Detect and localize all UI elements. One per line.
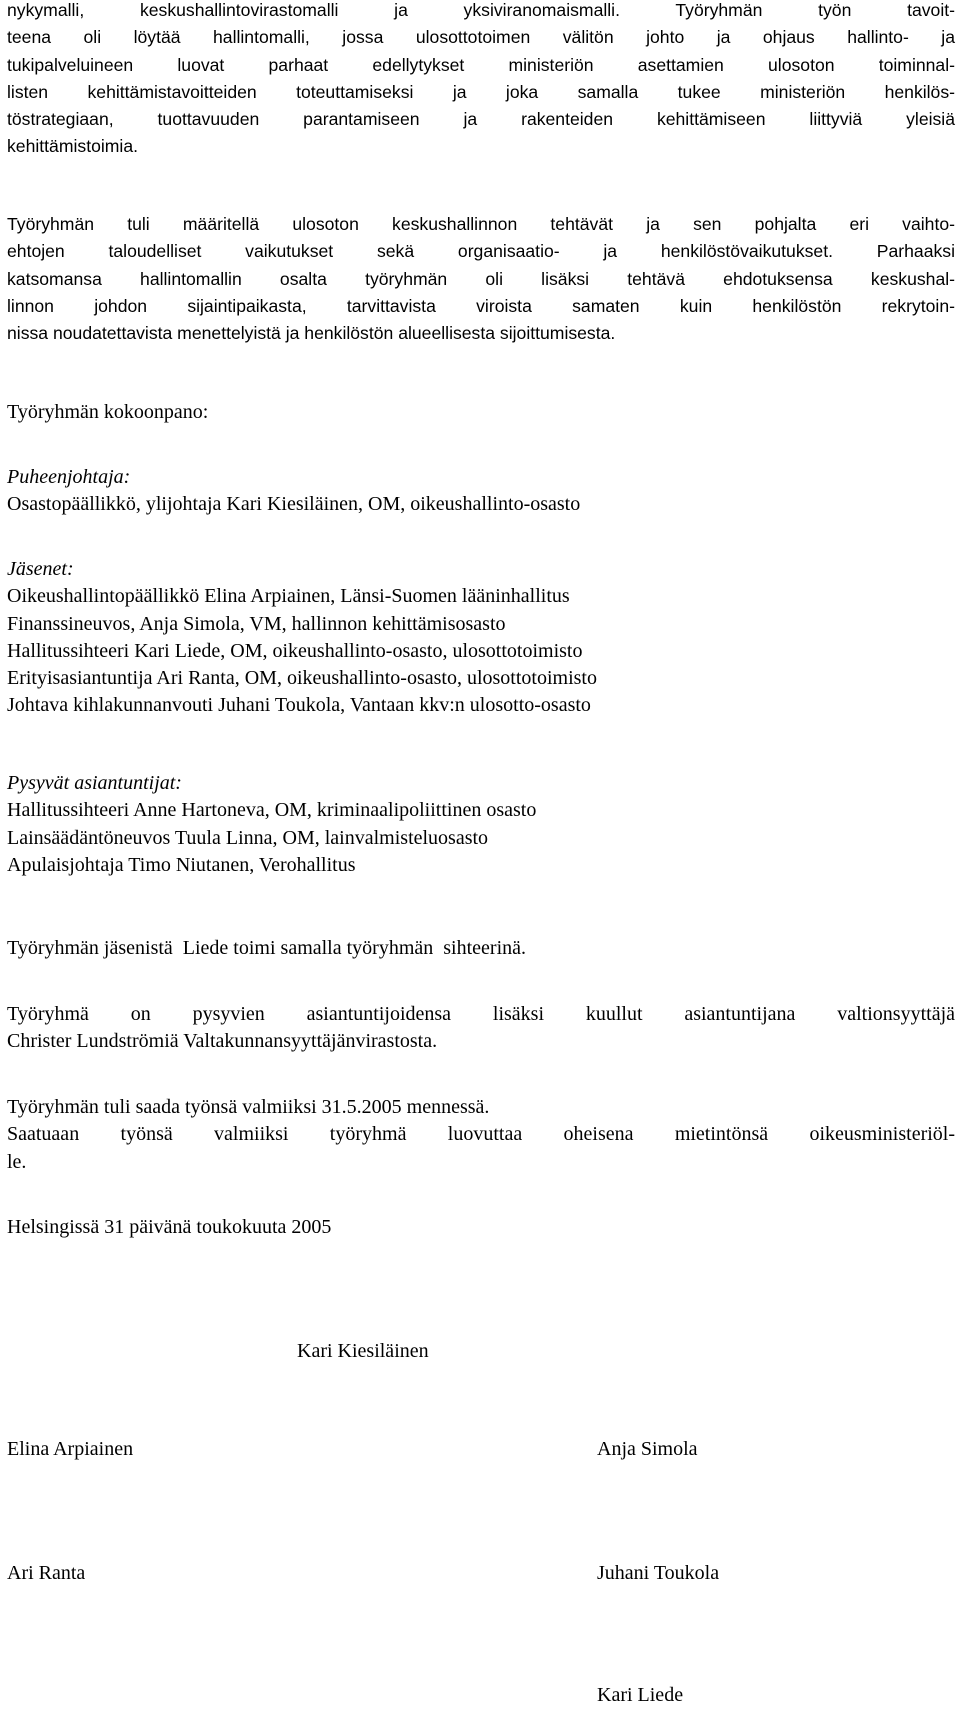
chair-section (7, 464, 955, 519)
text-line: listen kehittämistavoitteiden toteuttamiseksi ja joka samalla tukee ministeriön henkilös- (7, 81, 955, 102)
secretary-note: Työryhmän jäsenistä Liede toimi samalla työryhmän sihteerinä. (7, 937, 527, 959)
signature-left-1: Elina Arpiainen (7, 1438, 134, 1460)
text-line: nykymalli, keskushallintovirastomalli ja yksiviranomaismalli. Työryhmän työn tavoit- (7, 0, 955, 20)
text-line: ehtojen taloudelliset vaikutukset sekä organisaatio- ja henkilöstövaikutukset. Parhaaksi (7, 241, 955, 262)
text-line: Työryhmä on pysyvien asiantuntijoidensa lisäksi kuullut asiantuntijana valtionsyyttäjä (7, 1003, 955, 1025)
member-line: Erityisasiantuntija Ari Ranta, OM, oikeushallinto-osasto, ulosottotoimisto (7, 667, 597, 690)
expert-line: Apulaisjohtaja Timo Niutanen, Verohallitus (7, 853, 356, 876)
tasks-paragraph (7, 211, 955, 347)
text-line: le. (7, 1150, 27, 1173)
text-line: Työryhmän tuli määritellä ulosoton keskushallinnon tehtävät ja sen pohjalta eri vaihto- (7, 214, 955, 234)
signature-right-2: Juhani Toukola (597, 1562, 720, 1584)
place-date: Helsingissä 31 päivänä toukokuuta 2005 (7, 1216, 332, 1238)
deadline-paragraph (7, 1094, 955, 1176)
members-heading: Jäsenet: (7, 558, 74, 580)
composition-title: Työryhmän kokoonpano: (7, 401, 209, 423)
expert-line: Hallitussihteeri Anne Hartoneva, OM, kriminaalipoliittinen osasto (7, 799, 537, 822)
chair-member: Osastopäällikkö, ylijohtaja Kari Kiesiläinen, OM, oikeushallinto-osasto (7, 493, 581, 516)
experts-heading: Pysyvät asiantuntijat: (7, 772, 182, 794)
signature-right-1: Anja Simola (597, 1438, 698, 1460)
text-line: tukipalveluineen luovat parhaat edellytykset ministeriön asettamien ulosoton toiminnal- (7, 54, 955, 75)
member-line: Hallitussihteeri Kari Liede, OM, oikeushallinto-osasto, ulosottotoimisto (7, 639, 583, 662)
text-line: Saatuaan työnsä valmiiksi työryhmä luovuttaa oheisena mietintönsä oikeusministeriöl- (7, 1123, 955, 1146)
signature-chair: Kari Kiesiläinen (297, 1340, 429, 1362)
text-line: Työryhmän tuli saada työnsä valmiiksi 31.5.2005 mennessä. (7, 1096, 490, 1118)
member-line: Johtava kihlakunnanvouti Juhani Toukola, Vantaan kkv:n ulosotto-osasto (7, 694, 591, 717)
expert-line: Lainsäädäntöneuvos Tuula Linna, OM, lainvalmisteluosasto (7, 826, 489, 849)
member-line: Oikeushallintopäällikkö Elina Arpiainen, Länsi-Suomen lääninhallitus (7, 585, 570, 608)
text-line: kehittämistoimia. (7, 136, 139, 157)
text-line: töstrategiaan, tuottavuuden parantamiseen ja rakenteiden kehittämiseen liittyviä yleisiä (7, 109, 955, 130)
chair-heading: Puheenjohtaja: (7, 466, 131, 488)
intro-paragraph (7, 0, 955, 161)
signature-left-2: Ari Ranta (7, 1562, 86, 1584)
text-line: Christer Lundströmiä Valtakunnansyyttäjänvirastosta. (7, 1030, 438, 1053)
text-line: linnon johdon sijaintipaikasta, tarvittavista viroista samaten kuin henkilöstön rekrytoin- (7, 295, 955, 316)
experts-section (7, 770, 955, 879)
text-line: nissa noudatettavista menettelyistä ja henkilöstön alueellisesta sijoittumisesta. (7, 323, 616, 344)
text-line: teena oli löytää hallintomalli, jossa ulosottotoimen välitön johto ja ohjaus hallinto- ja (7, 27, 955, 48)
member-line: Finanssineuvos, Anja Simola, VM, hallinnon kehittämisosasto (7, 612, 506, 635)
signature-last: Kari Liede (597, 1684, 684, 1706)
members-section (7, 556, 955, 720)
text-line: katsomansa hallintomallin osalta työryhmän oli lisäksi tehtävä ehdotuksensa keskushal- (7, 268, 955, 289)
heard-paragraph (7, 1001, 955, 1056)
